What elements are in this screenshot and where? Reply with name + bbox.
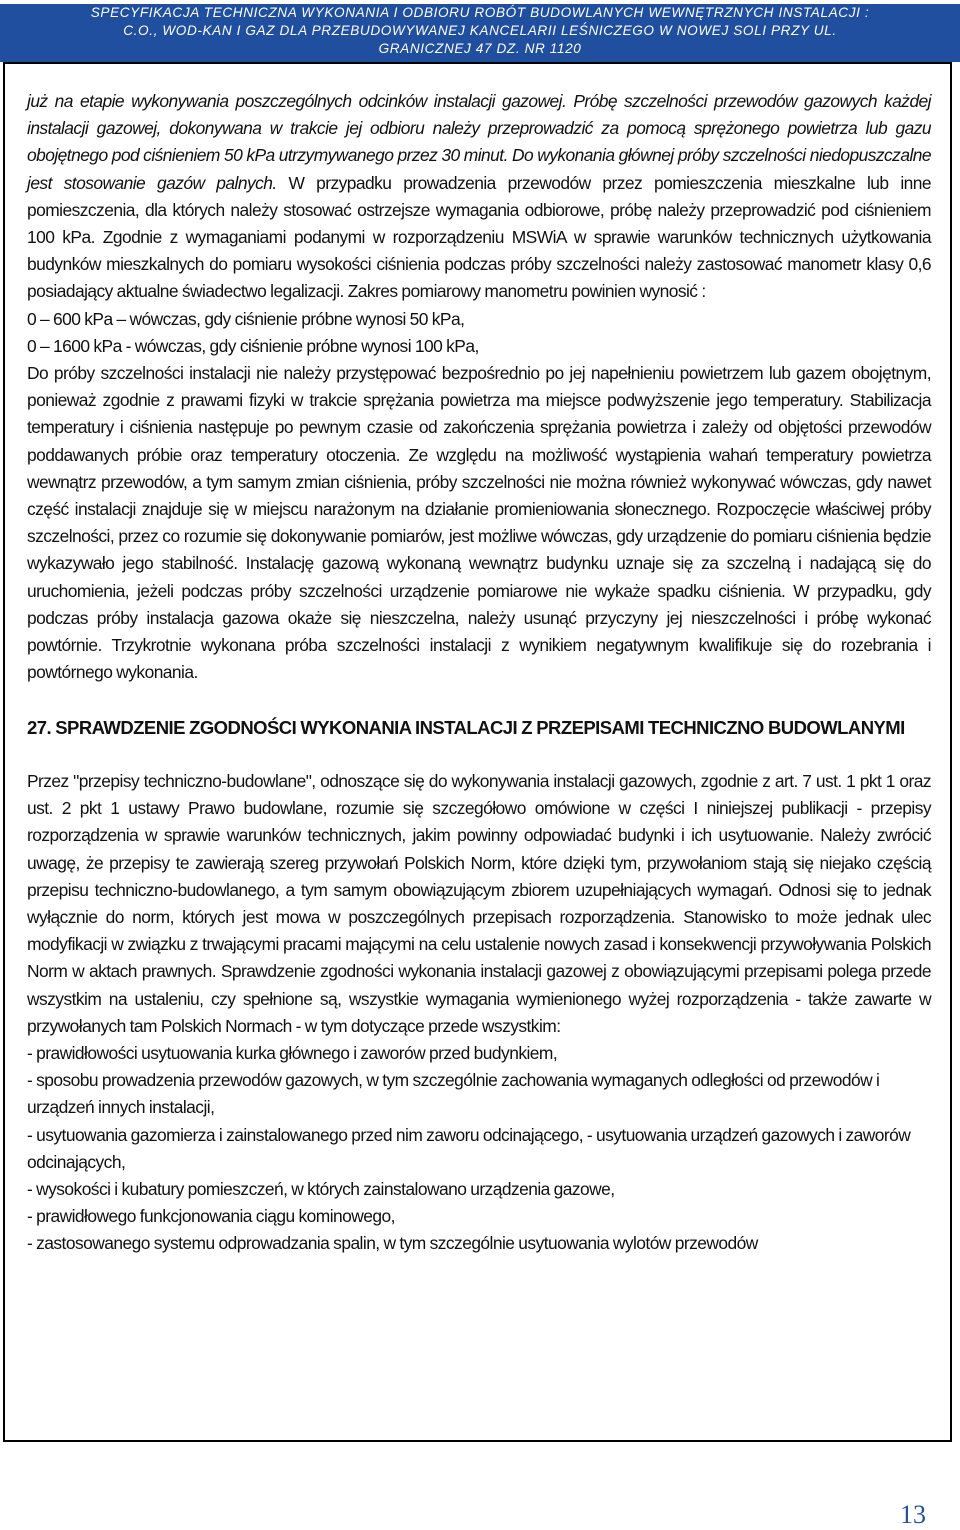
document-header xyxy=(0,4,960,62)
list-item: - prawidłowości usytuowania kurka głównego i zaworów przed budynkiem, xyxy=(27,1043,558,1063)
paragraph-pressure-test xyxy=(27,88,931,306)
range-line-2: 0 – 1600 kPa - wówczas, gdy ciśnienie próbne wynosi 100 kPa, xyxy=(27,335,479,356)
list-item: - zastosowanego systemu odprowadzania spalin, w tym szczególnie usytuowania wylotów przewodów xyxy=(27,1233,758,1254)
list-item: - prawidłowego funkcjonowania ciągu kominowego, xyxy=(27,1206,395,1227)
range-line-1: 0 – 600 kPa – wówczas, gdy ciśnienie próbne wynosi 50 kPa, xyxy=(27,308,465,329)
section-title: 27. SPRAWDZENIE ZGODNOŚCI WYKONANIA INSTALACJI Z PRZEPISAMI TECHNICZNO BUDOWLANYMI xyxy=(27,717,905,739)
header-line-1: SPECYFIKACJA TECHNICZNA WYKONANIA I ODBIORU ROBÓT BUDOWLANYCH WEWNĘTRZNYCH INSTALACJI : xyxy=(90,5,870,20)
paragraph-regulations: Przez "przepisy techniczno-budowlane", odnoszące się do wykonywania instalacji gazowych, zgodnie z art. 7 ust. 1 pkt 1 oraz ust. 2 pkt 1 ustawy Prawo budowlane, rozumie się szczegółowo omówione w części I niniejszej publikacji - przepisy rozporządzenia w sprawie warunków technicznych, jakim powinny odpowiadać budynki i ich usytuowanie. Należy zwrócić uwagę, że przepisy te zawierają szereg przywołań Polskich Norm, które dzięki tym, przywołaniom stają się niejako częścią przepisu techniczno-budowlanego, a tym samym obowiązującym zbiorem uzupełniających wymagań. Odnosi się to jednak wyłącznie do norm, których jest mowa w poszczególnych przepisach rozporządzenia. Stanowisko to może jednak ulec modyfikacji w związku z trwającymi pracami mającymi na celu ustalenie nowych zasad i konsekwencji przywoływania Polskich Norm w aktach prawnych. Sprawdzenie zgodności wykonania instalacji gazowej z obowiązującymi przepisami polega przede wszystkim na ustaleniu, czy spełnione są, wszystkie wymagania wymienionego wyżej rozporządzenia - także zawarte w przywołanych tam Polskich Normach - w tym dotyczące przede wszystkim: xyxy=(27,770,931,1036)
header-line-3: GRANICZNEJ 47 DZ. NR 1120 xyxy=(378,41,582,56)
header-line-2: C.O., WOD-KAN I GAZ DLA PRZEBUDOWYWANEJ KANCELARII LEŚNICZEGO W NOWEJ SOLI PRZY UL. xyxy=(123,23,837,38)
paragraph-stabilization: Do próby szczelności instalacji nie należy przystępować bezpośrednio po jej napełnieniu powietrzem lub gazem obojętnym, ponieważ zgodnie z prawami fizyki w trakcie sprężania powietrza ma miejsce podwyższenie jego temperatury. Stabilizacja temperatury i ciśnienia następuje po pewnym czasie od zakończenia sprężania powietrza i zależy od objętości przewodów poddawanych próbie oraz temperatury otoczenia. Ze względu na możliwość wystąpienia wahań temperatury powietrza wewnątrz przewodów, a tym samym zmian ciśnienia, próby szczelności nie można również wykonywać wówczas, gdy nawet część instalacji znajduje się w miejscu narażonym na działanie promieniowania słonecznego. Rozpoczęcie właściwej próby szczelności, przez co rozumie się dokonywanie pomiarów, jest możliwe wówczas, gdy urządzenie do pomiaru ciśnienia będzie wykazywało jego stabilność. Instalację gazową wykonaną wewnątrz budynku uznaje się za szczelną i nadającą się do uruchomienia, jeżeli podczas próby szczelności urządzenie pomiarowe nie wykaże spadku ciśnienia. W przypadku, gdy podczas próby instalacja gazowa okaże się nieszczelna, należy usunąć przyczyny jej nieszczelności i próbę wykonać powtórnie. Trzykrotnie wykonana próba szczelności instalacji z wynikiem negatywnym kwalifikuje się do rozebrania i powtórnego wykonania. xyxy=(27,363,931,683)
list-item: - wysokości i kubatury pomieszczeń, w których zainstalowano urządzenia gazowe, xyxy=(27,1179,615,1200)
page-number: 13 xyxy=(900,1500,926,1529)
paragraph-pressure-test-italic: już na etapie wykonywania poszczególnych odcinków instalacji gazowej. Próbę szczelności przewodów gazowych każdej instalacji gazowej, dokonywana w trakcie jej odbioru należy przeprowadzić za pomocą sprężonego powietrza lub gazu obojętnego pod ciśnieniem 50 kPa utrzymywanego przez 30 minut. Do wykonania głównej próby szczelności niedopuszczalne jest stosowanie gazów palnych. xyxy=(27,91,931,193)
page-content xyxy=(27,88,931,1258)
list-item: - sposobu prowadzenia przewodów gazowych, w tym szczególnie zachowania wymaganych odległości od przewodów i urządzeń innych instalacji, xyxy=(27,1070,880,1118)
list-item: - usytuowania gazomierza i zainstalowanego przed nim zaworu odcinającego, - usytuowania urządzeń gazowych i zaworów odcinających, xyxy=(27,1124,911,1172)
paragraph-pressure-test-cont: W przypadku prowadzenia przewodów przez pomieszczenia mieszkalne lub inne pomieszczenia, dla których należy stosować ostrzejsze wymagania odbiorowe, próbę należy przeprowadzić pod ciśnieniem 100 kPa. Zgodnie z wymaganiami podanymi w rozporządzeniu MSWiA w sprawie warunków technicznych użytkowania budynków mieszkalnych do pomiaru wysokości ciśnienia podczas próby szczelności należy zastosować manometr klasy 0,6 posiadający aktualne świadectwo legalizacji. Zakres pomiarowy manometru powinien wynosić : xyxy=(27,172,931,302)
